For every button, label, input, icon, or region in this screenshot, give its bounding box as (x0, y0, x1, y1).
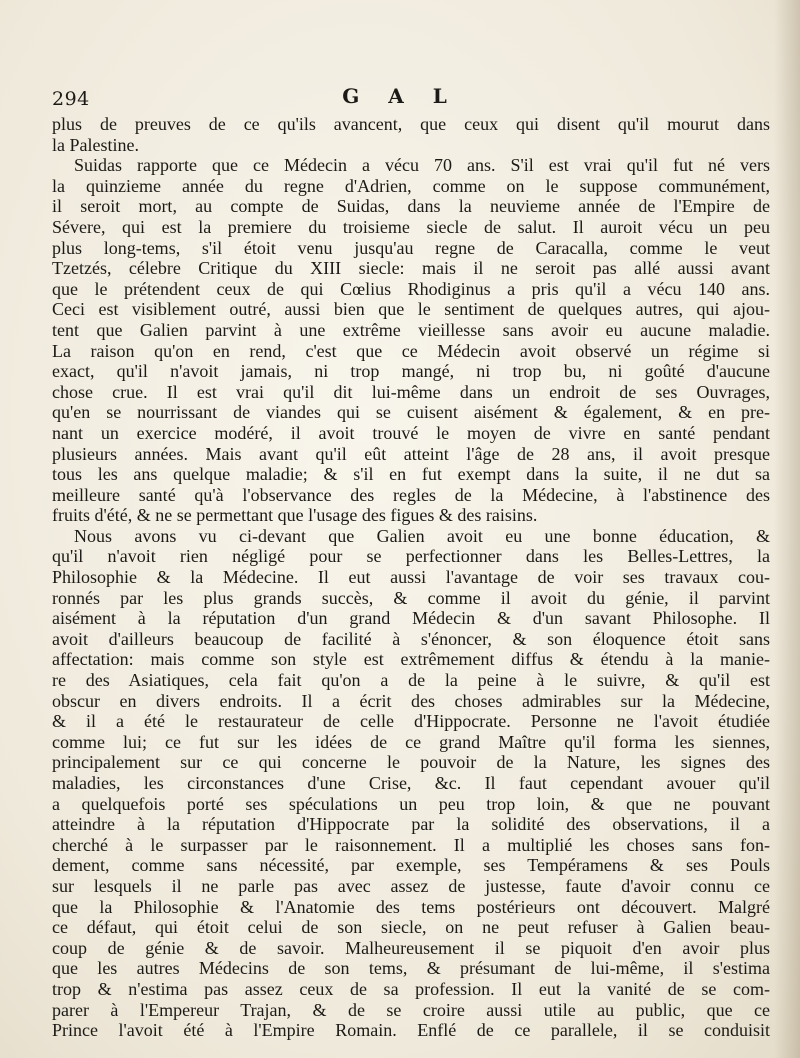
text-line: Sévere, qui est la premiere du troisieme siecle de salut. Il auroit vécu un peu (52, 216, 770, 237)
text-line: qu'il n'avoit rien négligé pour se perfectionner dans les Belles-Lettres, la (52, 546, 770, 567)
text-line: que la Philosophie & l'Anatomie des tems postérieurs ont découvert. Malgré (52, 896, 770, 917)
page-edge-shadow (774, 0, 800, 1058)
text-line: plus long-tems, s'il étoit venu jusqu'au regne de Caracalla, comme le veut (52, 237, 770, 258)
body-text (52, 114, 770, 1041)
text-line: plusieurs années. Mais avant qu'il eût atteint l'âge de 28 ans, il avoit presque (52, 443, 770, 464)
text-line: plus de preuves de ce qu'ils avancent, que ceux qui disent qu'il mourut dans (52, 114, 770, 134)
text-line: tous les ans quelque maladie; & s'il en fut exempt dans la suite, il ne dut sa (52, 464, 770, 485)
text-line: maladies, les circonstances d'une Crise, &c. Il faut cependant avouer qu'il (52, 773, 770, 793)
text-line: nant un exercice modéré, il avoit trouvé le moyen de vivre en santé pendant (52, 422, 770, 443)
paragraph (52, 155, 770, 526)
text-line: exact, qu'il n'avoit jamais, ni trop mangé, ni trop bu, ni goûté d'aucune (52, 361, 770, 382)
text-line: Suidas rapporte que ce Médecin a vécu 70 ans. S'il est vrai qu'il fut né vers (74, 155, 770, 176)
text-line: Prince l'avoit été à l'Empire Romain. Enflé de ce parallele, il se conduisit (52, 1020, 770, 1041)
running-head: G A L (342, 84, 458, 108)
text-line: Tzetzés, célebre Critique du XIII siecle: mais il ne seroit pas allé aussi avant (52, 258, 770, 279)
text-line: que le prétendent ceux de qui Cœlius Rhodiginus a pris qu'il a vécu 140 ans. (52, 278, 770, 299)
text-line: fruits d'été, & ne se permettant que l'usage des figues & des raisins. (52, 505, 538, 526)
text-line: affectation: mais comme son style est extrêmement diffus & étendu à la manie- (52, 649, 770, 670)
text-line: ronnés par les plus grands succès, & comme il avoit du génie, il parvint (52, 587, 770, 608)
text-line: que les autres Médecins de son tems, & présumant de lui-même, il s'estima (52, 958, 770, 979)
text-line: aisément à la réputation d'un grand Médecin & d'un savant Philosophe. Il (52, 608, 770, 629)
text-line: & il a été le restaurateur de celle d'Hippocrate. Personne ne l'avoit étudiée (52, 711, 770, 732)
text-line: la Palestine. (52, 134, 139, 155)
text-line: re des Asiatiques, cela fait qu'on a de la peine à le suivre, & qu'il est (52, 670, 770, 691)
text-line: cherché à le surpasser par le raisonnement. Il a multiplié les choses sans fon- (52, 834, 770, 855)
text-line: comme lui; ce fut sur les idées de ce grand Maître qu'il forma les siennes, (52, 731, 770, 752)
text-line: La raison qu'on en rend, c'est que ce Médecin avoit observé un régime si (52, 340, 770, 361)
paragraph (52, 114, 770, 155)
text-line: principalement sur ce qui concerne le pouvoir de la Nature, les signes des (52, 752, 770, 773)
text-line: dement, comme sans nécessité, par exemple, ses Tempéramens & ses Pouls (52, 855, 770, 876)
text-line: Nous avons vu ci-devant que Galien avoit eu une bonne éducation, & (74, 525, 770, 546)
text-line: qu'en se nourrissant de viandes qui se cuisent aisément & également, & en pre- (52, 402, 770, 423)
text-line: sur lesquels il ne parle pas avec assez de justesse, faute d'avoir connu ce (52, 875, 770, 896)
paragraph (52, 526, 770, 1041)
text-line: Philosophie & la Médecine. Il eut aussi l'avantage de voir ses travaux cou- (52, 567, 770, 588)
text-line: il seroit mort, au compte de Suidas, dans la neuvieme année de l'Empire de (52, 196, 770, 217)
text-line: a quelquefois porté ses spéculations un peu trop loin, & que ne pouvant (52, 793, 770, 814)
text-line: chose crue. Il est vrai qu'il dit lui-même dans un endroit de ses Ouvrages, (52, 381, 770, 402)
text-line: obscur en divers endroits. Il a écrit des choses admirables sur la Médecine, (52, 690, 770, 711)
text-line: parer à l'Empereur Trajan, & de se croire aussi utile au public, que ce (52, 999, 770, 1020)
text-line: la quinzieme année du regne d'Adrien, comme on le suppose communément, (52, 175, 770, 196)
text-line: Ceci est visiblement outré, aussi bien que le sentiment de quelques autres, qui ajou- (52, 299, 770, 320)
text-line: meilleure santé qu'à l'observance des regles de la Médecine, à l'abstinence des (52, 484, 770, 505)
text-line: ce défaut, qui étoit celui de son siecle, on ne peut refuser à Galien beau- (52, 917, 770, 938)
text-line: tent que Galien parvint à une extrême vieillesse sans avoir eu aucune maladie. (52, 319, 770, 340)
text-line: coup de génie & de savoir. Malheureusement il se piquoit d'en avoir plus (52, 937, 770, 958)
text-line: atteindre à la réputation d'Hippocrate par la solidité des observations, il a (52, 814, 770, 835)
text-line: avoit d'ailleurs beaucoup de facilité à s'énoncer, & son éloquence étoit sans (52, 628, 770, 649)
text-line: trop & n'estima pas assez ceux de sa profession. Il eut la vanité de se com- (52, 978, 770, 999)
page-number: 294 (52, 88, 90, 110)
